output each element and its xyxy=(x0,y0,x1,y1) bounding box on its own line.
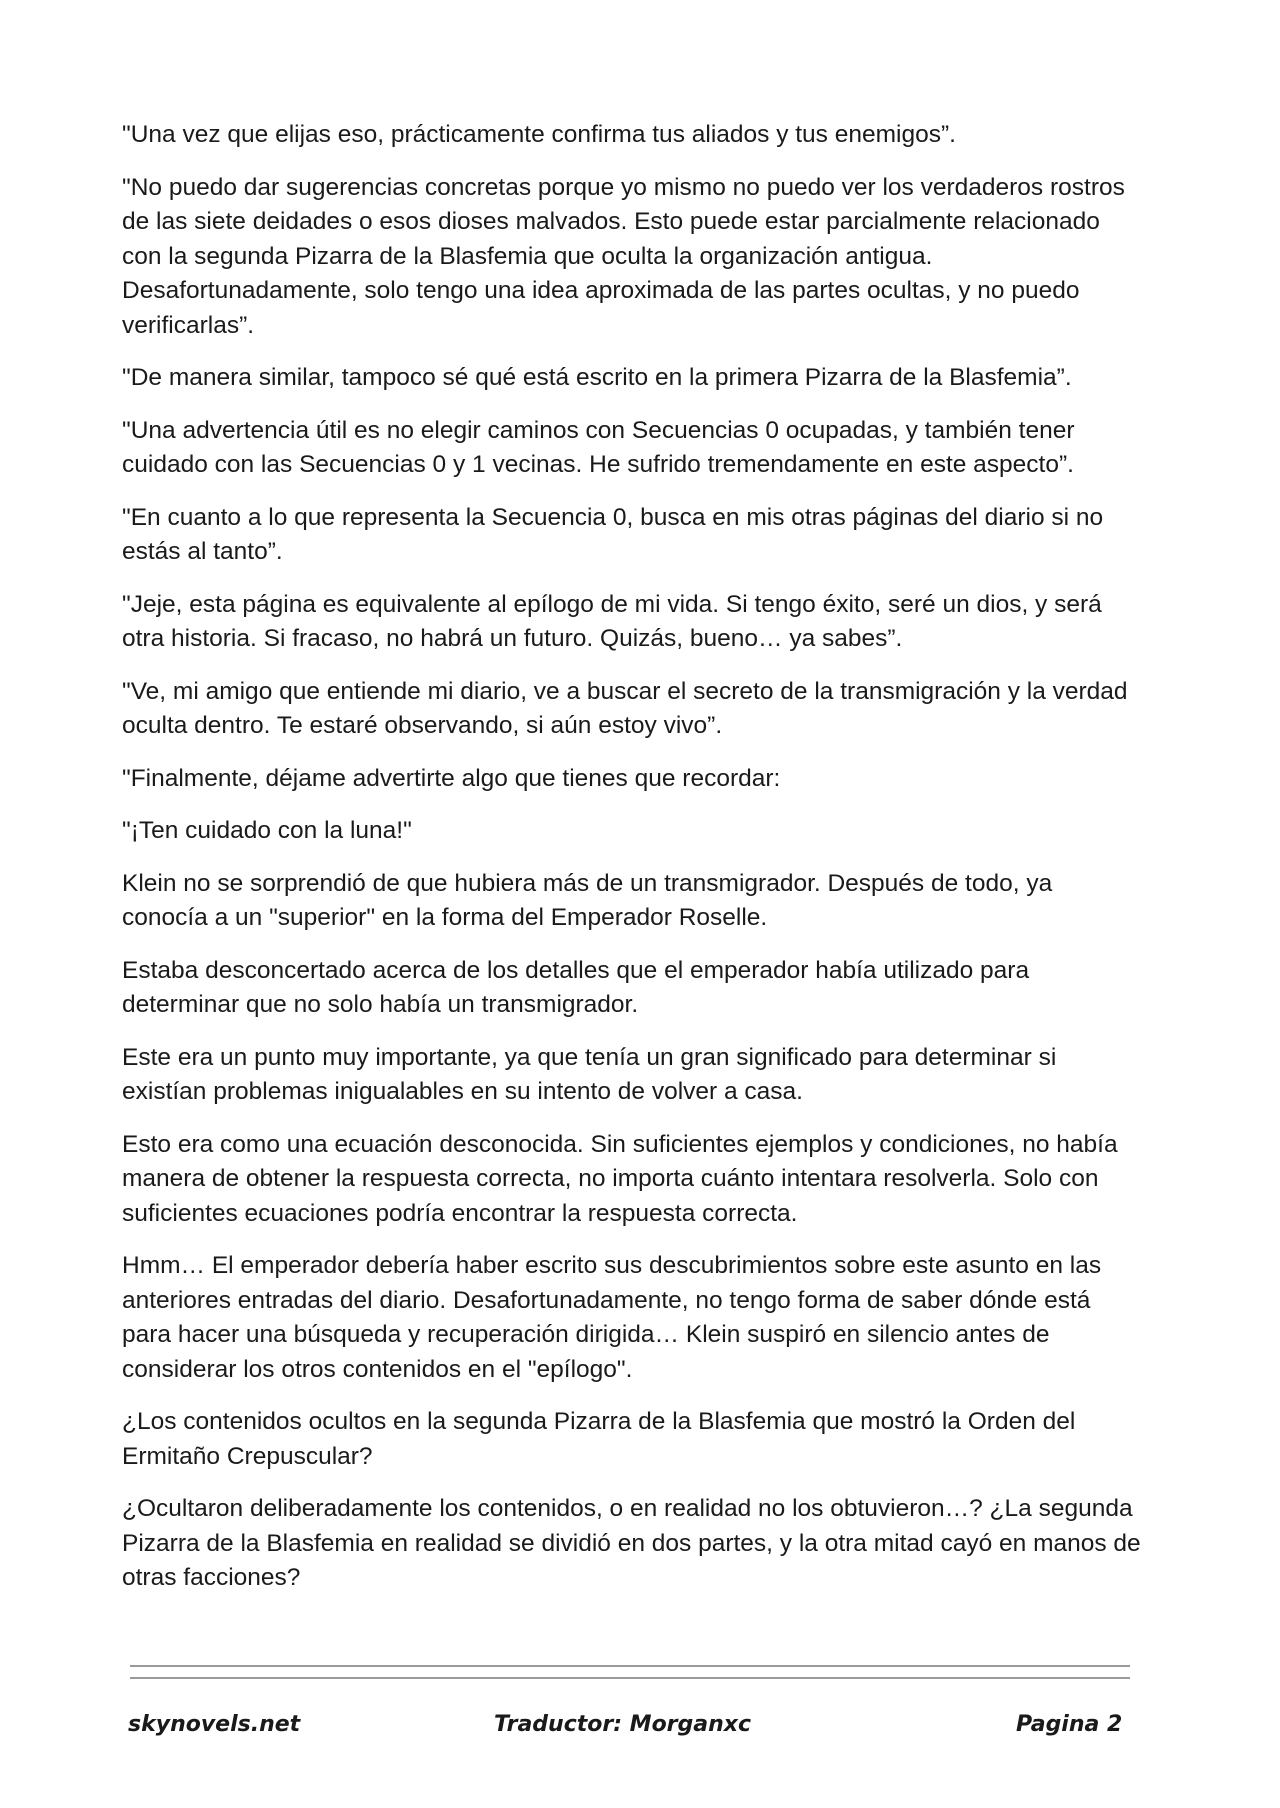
paragraph: ¿Ocultaron deliberadamente los contenidos, o en realidad no los obtuvieron…? ¿La segunda Pizarra de la Blasfemia en realidad se dividió en dos partes, y la otra mitad cayó en manos de otras facciones? xyxy=(122,1495,1141,1591)
paragraph: "Ve, mi amigo que entiende mi diario, ve a buscar el secreto de la transmigración y la verdad oculta dentro. Te estaré observando, si aún estoy vivo”. xyxy=(122,677,1128,739)
paragraph: Estaba desconcertado acerca de los detalles que el emperador había utilizado para determinar que no solo había un transmigrador. xyxy=(122,956,1030,1018)
paragraph: ¿Los contenidos ocultos en la segunda Pizarra de la Blasfemia que mostró la Orden del Ermitaño Crepuscular? xyxy=(122,1408,1076,1470)
paragraph: "Una vez que elijas eso, prácticamente confirma tus aliados y tus enemigos”. xyxy=(122,121,956,148)
footer-site: skynovels.net xyxy=(128,1712,301,1737)
paragraph: "En cuanto a lo que representa la Secuencia 0, busca en mis otras páginas del diario si no estás al tanto”. xyxy=(122,503,1104,565)
paragraph: "No puedo dar sugerencias concretas porque yo mismo no puedo ver los verdaderos rostros de las siete deidades o esos dioses malvados. Esto puede estar parcialmente relacionado con la segunda Pizarra de la Blasfemia que oculta la organización antigua. Desafortunadamente, solo tengo una idea aproximada de las partes ocultas, y no puedo verificarlas”. xyxy=(122,173,1125,339)
paragraph: Klein no se sorprendió de que hubiera más de un transmigrador. Después de todo, ya conocía a un "superior" en la forma del Emperador Roselle. xyxy=(122,869,1053,931)
paragraph: "Una advertencia útil es no elegir caminos con Secuencias 0 ocupadas, y también tener cuidado con las Secuencias 0 y 1 vecinas. He sufrido tremendamente en este aspecto”. xyxy=(122,416,1075,478)
paragraph: "¡Ten cuidado con la luna!" xyxy=(122,817,412,844)
footer-divider-top xyxy=(130,1665,1130,1667)
paragraph: "Jeje, esta página es equivalente al epílogo de mi vida. Si tengo éxito, seré un dios, y será otra historia. Si fracaso, no habrá un futuro. Quizás, bueno… ya sabes”. xyxy=(122,590,1102,652)
paragraph: "De manera similar, tampoco sé qué está escrito en la primera Pizarra de la Blasfemia”. xyxy=(122,364,1072,391)
document-body xyxy=(122,118,1142,1614)
paragraph: Hmm… El emperador debería haber escrito sus descubrimientos sobre este asunto en las anteriores entradas del diario. Desafortunadamente, no tengo forma de saber dónde está para hacer una búsqueda y recuperación dirigida… Klein suspiró en silencio antes de considerar los otros contenidos en el "epílogo". xyxy=(122,1252,1102,1383)
footer-page-number: Pagina 2 xyxy=(1016,1712,1123,1737)
paragraph: Este era un punto muy importante, ya que tenía un gran significado para determinar si existían problemas inigualables en su intento de volver a casa. xyxy=(122,1043,1057,1105)
paragraph: Esto era como una ecuación desconocida. Sin suficientes ejemplos y condiciones, no había manera de obtener la respuesta correcta, no importa cuánto intentara resolverla. Solo con suficientes ecuaciones podría encontrar la respuesta correcta. xyxy=(122,1130,1118,1227)
paragraph: "Finalmente, déjame advertirte algo que tienes que recordar: xyxy=(122,764,781,792)
footer-translator: Traductor: Morganxc xyxy=(494,1712,752,1737)
footer-divider-bottom xyxy=(130,1677,1130,1679)
page-footer xyxy=(0,1712,1280,1746)
